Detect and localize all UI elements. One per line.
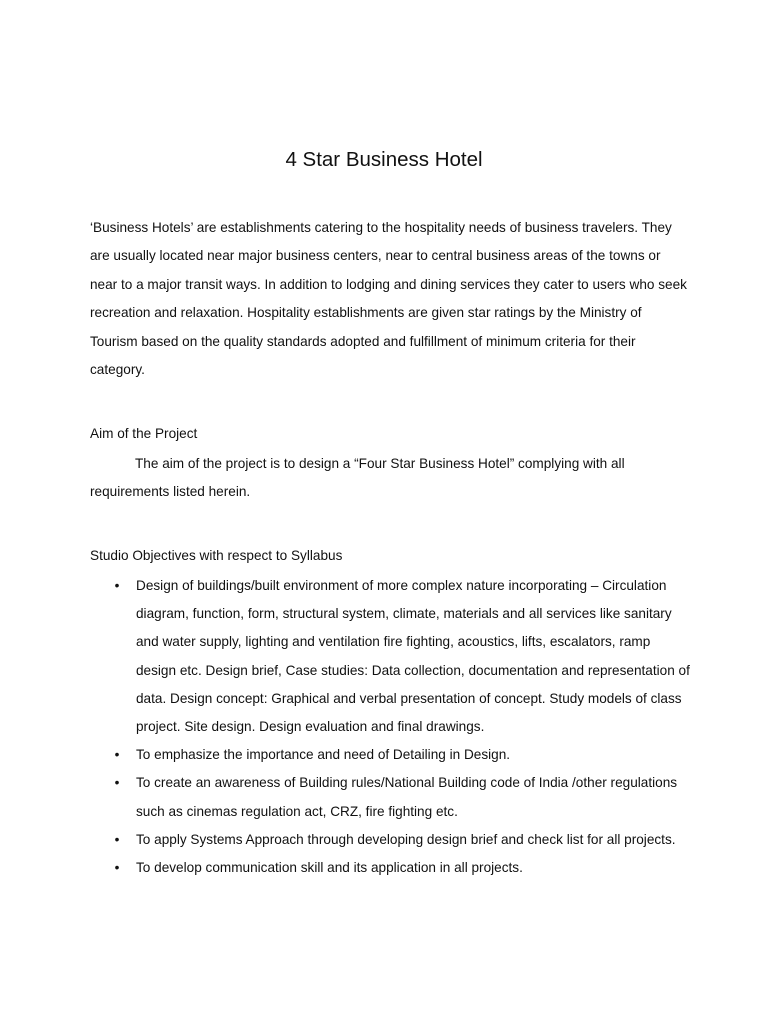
list-item (90, 741, 690, 769)
list-item (90, 572, 690, 741)
bullet-icon: • (114, 747, 120, 763)
studio-objectives-heading: Studio Objectives with respect to Syllabus (90, 548, 343, 563)
list-item (90, 854, 690, 882)
list-item (90, 826, 690, 854)
bullet-icon: • (114, 831, 120, 847)
document-title: 4 Star Business Hotel (285, 148, 483, 171)
objectives-list (90, 572, 690, 882)
list-item-text: To apply Systems Approach through developing design brief and check list for all projects. (136, 831, 676, 847)
list-item-text: To create an awareness of Building rules/National Building code of India /other regulations such as cinemas regulation act, CRZ, fire fighting etc. (136, 775, 678, 819)
bullet-icon: • (114, 775, 120, 791)
bullet-icon: • (114, 860, 120, 876)
aim-paragraph: The aim of the project is to design a “Four Star Business Hotel” complying with all requirements listed herein. (90, 456, 625, 500)
list-item-text: To develop communication skill and its application in all projects. (136, 860, 523, 876)
bullet-icon: • (114, 578, 120, 593)
aim-heading: Aim of the Project (90, 426, 198, 441)
list-item (90, 769, 690, 825)
intro-paragraph: ‘Business Hotels’ are establishments catering to the hospitality needs of business travelers. They are usually located near major business centers, near to central business areas of the towns or near to a major transit ways. In addition to lodging and dining services they cater to users who seek recreation and relaxation. Hospitality establishments are given star ratings by the Ministry of Tourism based on the quality standards adopted and fulfillment of minimum criteria for their category. (90, 220, 687, 378)
list-item-text: To emphasize the importance and need of Detailing in Design. (136, 747, 511, 763)
list-item-text: Design of buildings/built environment of more complex nature incorporating – Circulation diagram, function, form, structural system, climate, materials and all services like sanitary and water supply, lighting and ventilation fire fighting, acoustics, lifts, escalators, ramp design etc. Design brief, Case studies: Data collection, documentation and representation of data. Design concept: Graphical and verbal presentation of concept. Study models of class project. Site design. Design evaluation and final drawings. (136, 578, 690, 735)
